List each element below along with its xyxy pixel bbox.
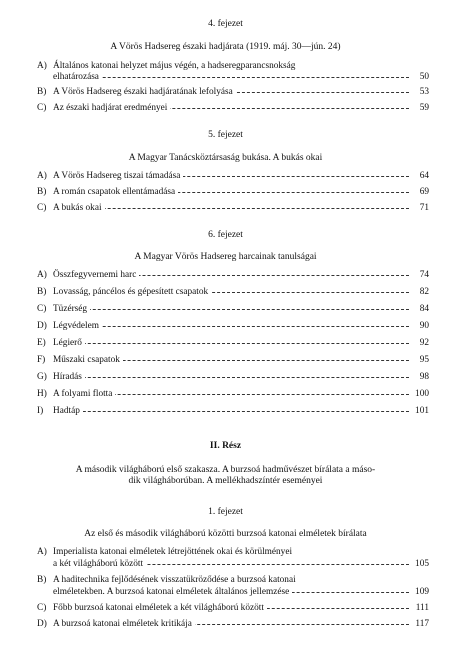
toc-entry-text: Légvédelem [53, 321, 102, 332]
part-2-heading: II. Rész [209, 441, 242, 451]
toc-page-number: 69 [409, 187, 429, 198]
chapter-4-title: A Vörös Hadsereg északi hadjárata (1919. máj. 30—jún. 24) [110, 42, 341, 52]
leader-dashes [53, 326, 409, 327]
toc-entry-text: Híradás [53, 372, 85, 383]
chapter-5-heading: 5. fejezet [208, 130, 243, 140]
toc-entry-text: A folyami flotta [53, 389, 115, 400]
toc-entry-text: A Vörös Hadsereg tiszai támadása [53, 171, 183, 182]
toc-entry-text: Légierő [53, 338, 85, 349]
toc-entry [37, 270, 429, 281]
toc-entry [37, 587, 429, 598]
toc-entry [37, 72, 429, 83]
toc-entry-text: A burzsoá katonai elméletek kritikája [53, 619, 195, 630]
chapter-5-title: A Magyar Tanácsköztársaság bukása. A bukás okai [128, 153, 323, 163]
toc-entry [37, 338, 429, 349]
toc-entry-letter: C) [37, 203, 47, 213]
toc-entry-letter: C) [37, 103, 47, 113]
toc-page-number: 109 [409, 587, 429, 598]
toc-entry-letter: B) [37, 87, 47, 97]
toc-entry [37, 187, 429, 198]
chapter-1-heading: 1. fejezet [208, 507, 243, 517]
toc-page-number: 82 [409, 287, 429, 298]
toc-entry [37, 603, 429, 614]
toc-entry-letter: F) [37, 355, 46, 365]
toc-entry-text: elméletekben. A burzsoá katonai elméletek általános jellemzése [53, 587, 292, 598]
toc-entry [37, 559, 429, 570]
toc-entry-text: A haditechnika fejlődésének visszatükröződése a burzsoá katonai [53, 575, 296, 585]
toc-entry-text: A bukás okai [53, 203, 105, 214]
toc-entry-letter: B) [37, 575, 47, 585]
toc-page-number: 71 [409, 203, 429, 214]
toc-entry-letter: C) [37, 304, 47, 314]
toc-page-number: 98 [409, 372, 429, 383]
toc-entry [37, 372, 429, 383]
leader-dashes [53, 309, 409, 310]
toc-page-number: 90 [409, 321, 429, 332]
toc-page-number: 100 [409, 389, 429, 400]
toc-page-number: 50 [409, 72, 429, 83]
leader-dashes [53, 208, 409, 209]
toc-page-number: 111 [409, 603, 429, 614]
toc-entry [37, 389, 429, 400]
chapter-4-heading: 4. fejezet [208, 19, 243, 29]
toc-entry-text: A román csapatok ellentámadása [53, 187, 178, 198]
toc-entry-text: elhatározása [53, 72, 102, 83]
toc-entry [37, 287, 429, 298]
toc-entry-letter: B) [37, 187, 47, 197]
toc-entry-text: a két világháború között [53, 559, 146, 570]
toc-entry-text: Hadtáp [53, 406, 83, 417]
toc-entry-text: Imperialista katonai elméletek létrejöttének okai és körülményei [53, 547, 293, 557]
toc-entry-text: A Vörös Hadsereg északi hadjáratának lefolyása [53, 87, 236, 98]
toc-entry-letter: C) [37, 603, 47, 613]
leader-dashes [53, 343, 409, 344]
toc-entry-letter: A) [37, 270, 47, 280]
toc-page-number: 84 [409, 304, 429, 315]
toc-entry-text: Lovasság, páncélos és gépesített csapatok [53, 287, 211, 298]
toc-entry-letter: A) [37, 171, 47, 181]
leader-dashes [53, 77, 409, 78]
leader-dashes [53, 411, 409, 412]
toc-entry-letter: A) [37, 547, 47, 557]
toc-entry-letter: A) [37, 61, 47, 71]
toc-entry [37, 203, 429, 214]
toc-entry-letter: B) [37, 287, 47, 297]
toc-entry-letter: H) [37, 389, 47, 399]
toc-page-number: 92 [409, 338, 429, 349]
toc-entry-text: Tüzérség [53, 304, 90, 315]
toc-page-number: 53 [409, 87, 429, 98]
toc-page-number: 101 [409, 406, 429, 417]
leader-dashes [53, 377, 409, 378]
toc-entry-letter: D) [37, 619, 47, 629]
toc-entry [37, 103, 429, 114]
toc-page-number: 105 [409, 559, 429, 570]
toc-entry-text: Az északi hadjárat eredményei [53, 103, 170, 114]
toc-entry [37, 171, 429, 182]
toc-entry-text: Általános katonai helyzet május végén, a hadseregparancsnokság [53, 61, 296, 71]
toc-entry-letter: I) [37, 406, 44, 416]
part-2-title-line1: A második világháború első szakasza. A burzsoá hadművészet bírálata a máso- [75, 465, 376, 475]
toc-entry-letter: G) [37, 372, 47, 382]
toc-entry [37, 321, 429, 332]
toc-entry [37, 406, 429, 417]
part-2-title-line2: dik világháborúban. A mellékhadszíntér eseményei [128, 476, 323, 486]
toc-page-number: 59 [409, 103, 429, 114]
toc-page-number: 64 [409, 171, 429, 182]
toc-entry-text: Műszaki csapatok [53, 355, 123, 366]
toc-page-number: 74 [409, 270, 429, 281]
chapter-1-title: Az első és második világháború közötti burzsoá katonai elméletek bírálata [84, 529, 367, 539]
toc-entry [37, 304, 429, 315]
chapter-6-heading: 6. fejezet [208, 230, 243, 240]
chapter-6-title: A Magyar Vörös Hadsereg harcainak tanulságai [134, 252, 317, 262]
toc-entry-text: Főbb burzsoá katonai elméletek a két világháború között [53, 603, 267, 614]
toc-entry [37, 87, 429, 98]
toc-entry [37, 619, 429, 630]
toc-page-number: 117 [409, 619, 429, 630]
toc-page-number: 95 [409, 355, 429, 366]
toc-entry-text: Összfegyvernemi harc [53, 270, 139, 281]
toc-entry [37, 355, 429, 366]
toc-entry-letter: E) [37, 338, 46, 348]
toc-entry-letter: D) [37, 321, 47, 331]
